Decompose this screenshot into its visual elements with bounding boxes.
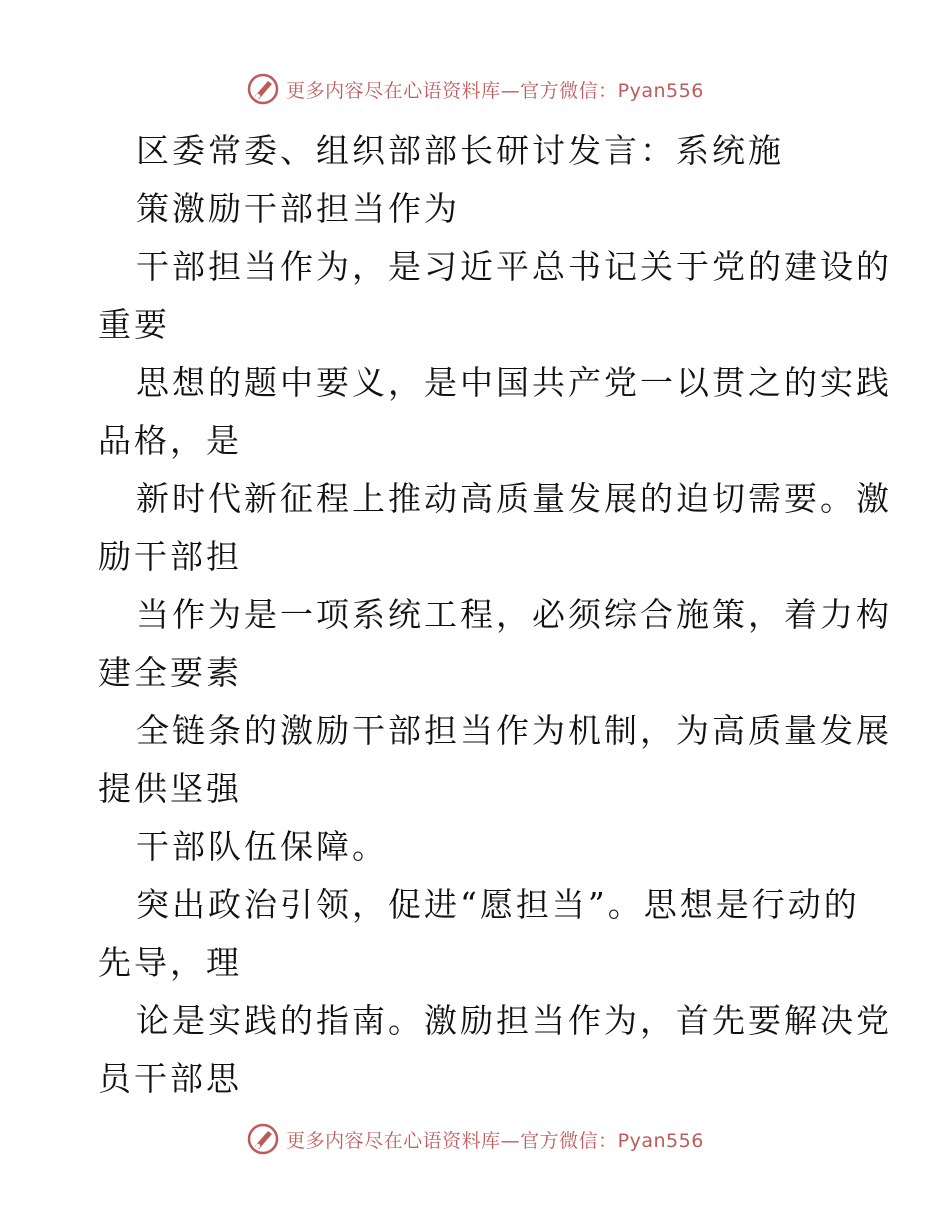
- pen-logo-icon: [246, 72, 280, 106]
- text-line: 突出政治引领，促进“愿担当”。思想是行动的: [136, 885, 860, 924]
- text-line: 励干部担: [98, 537, 242, 576]
- text-line: 策激励干部担当作为: [136, 189, 460, 228]
- text-line: 重要: [98, 305, 170, 344]
- document-body: [98, 122, 892, 1108]
- pen-logo-icon: [246, 1122, 280, 1156]
- text-line: 干部队伍保障。: [136, 827, 388, 866]
- text-line: 先导，理: [98, 943, 242, 982]
- text-line: 新时代新征程上推动高质量发展的迫切需要。激: [136, 479, 892, 518]
- watermark-text: 更多内容尽在心语资料库—官方微信：Pyan556: [286, 1129, 704, 1152]
- text-line: 思想的题中要义，是中国共产党一以贯之的实践: [136, 363, 892, 402]
- text-line: 全链条的激励干部担当作为机制，为高质量发展: [136, 711, 892, 750]
- text-line: 建全要素: [98, 653, 242, 692]
- text-line: 论是实践的指南。激励担当作为，首先要解决党: [136, 1001, 892, 1040]
- footer-watermark: [0, 1122, 950, 1156]
- text-line: 区委常委、组织部部长研讨发言：系统施: [136, 131, 784, 170]
- header-watermark: [0, 72, 950, 106]
- watermark-text: 更多内容尽在心语资料库—官方微信：Pyan556: [286, 79, 704, 102]
- text-line: 干部担当作为，是习近平总书记关于党的建设的: [136, 247, 892, 286]
- text-line: 提供坚强: [98, 769, 242, 808]
- text-line: 当作为是一项系统工程，必须综合施策，着力构: [136, 595, 892, 634]
- text-line: 品格，是: [98, 421, 242, 460]
- text-line: 员干部思: [98, 1059, 242, 1098]
